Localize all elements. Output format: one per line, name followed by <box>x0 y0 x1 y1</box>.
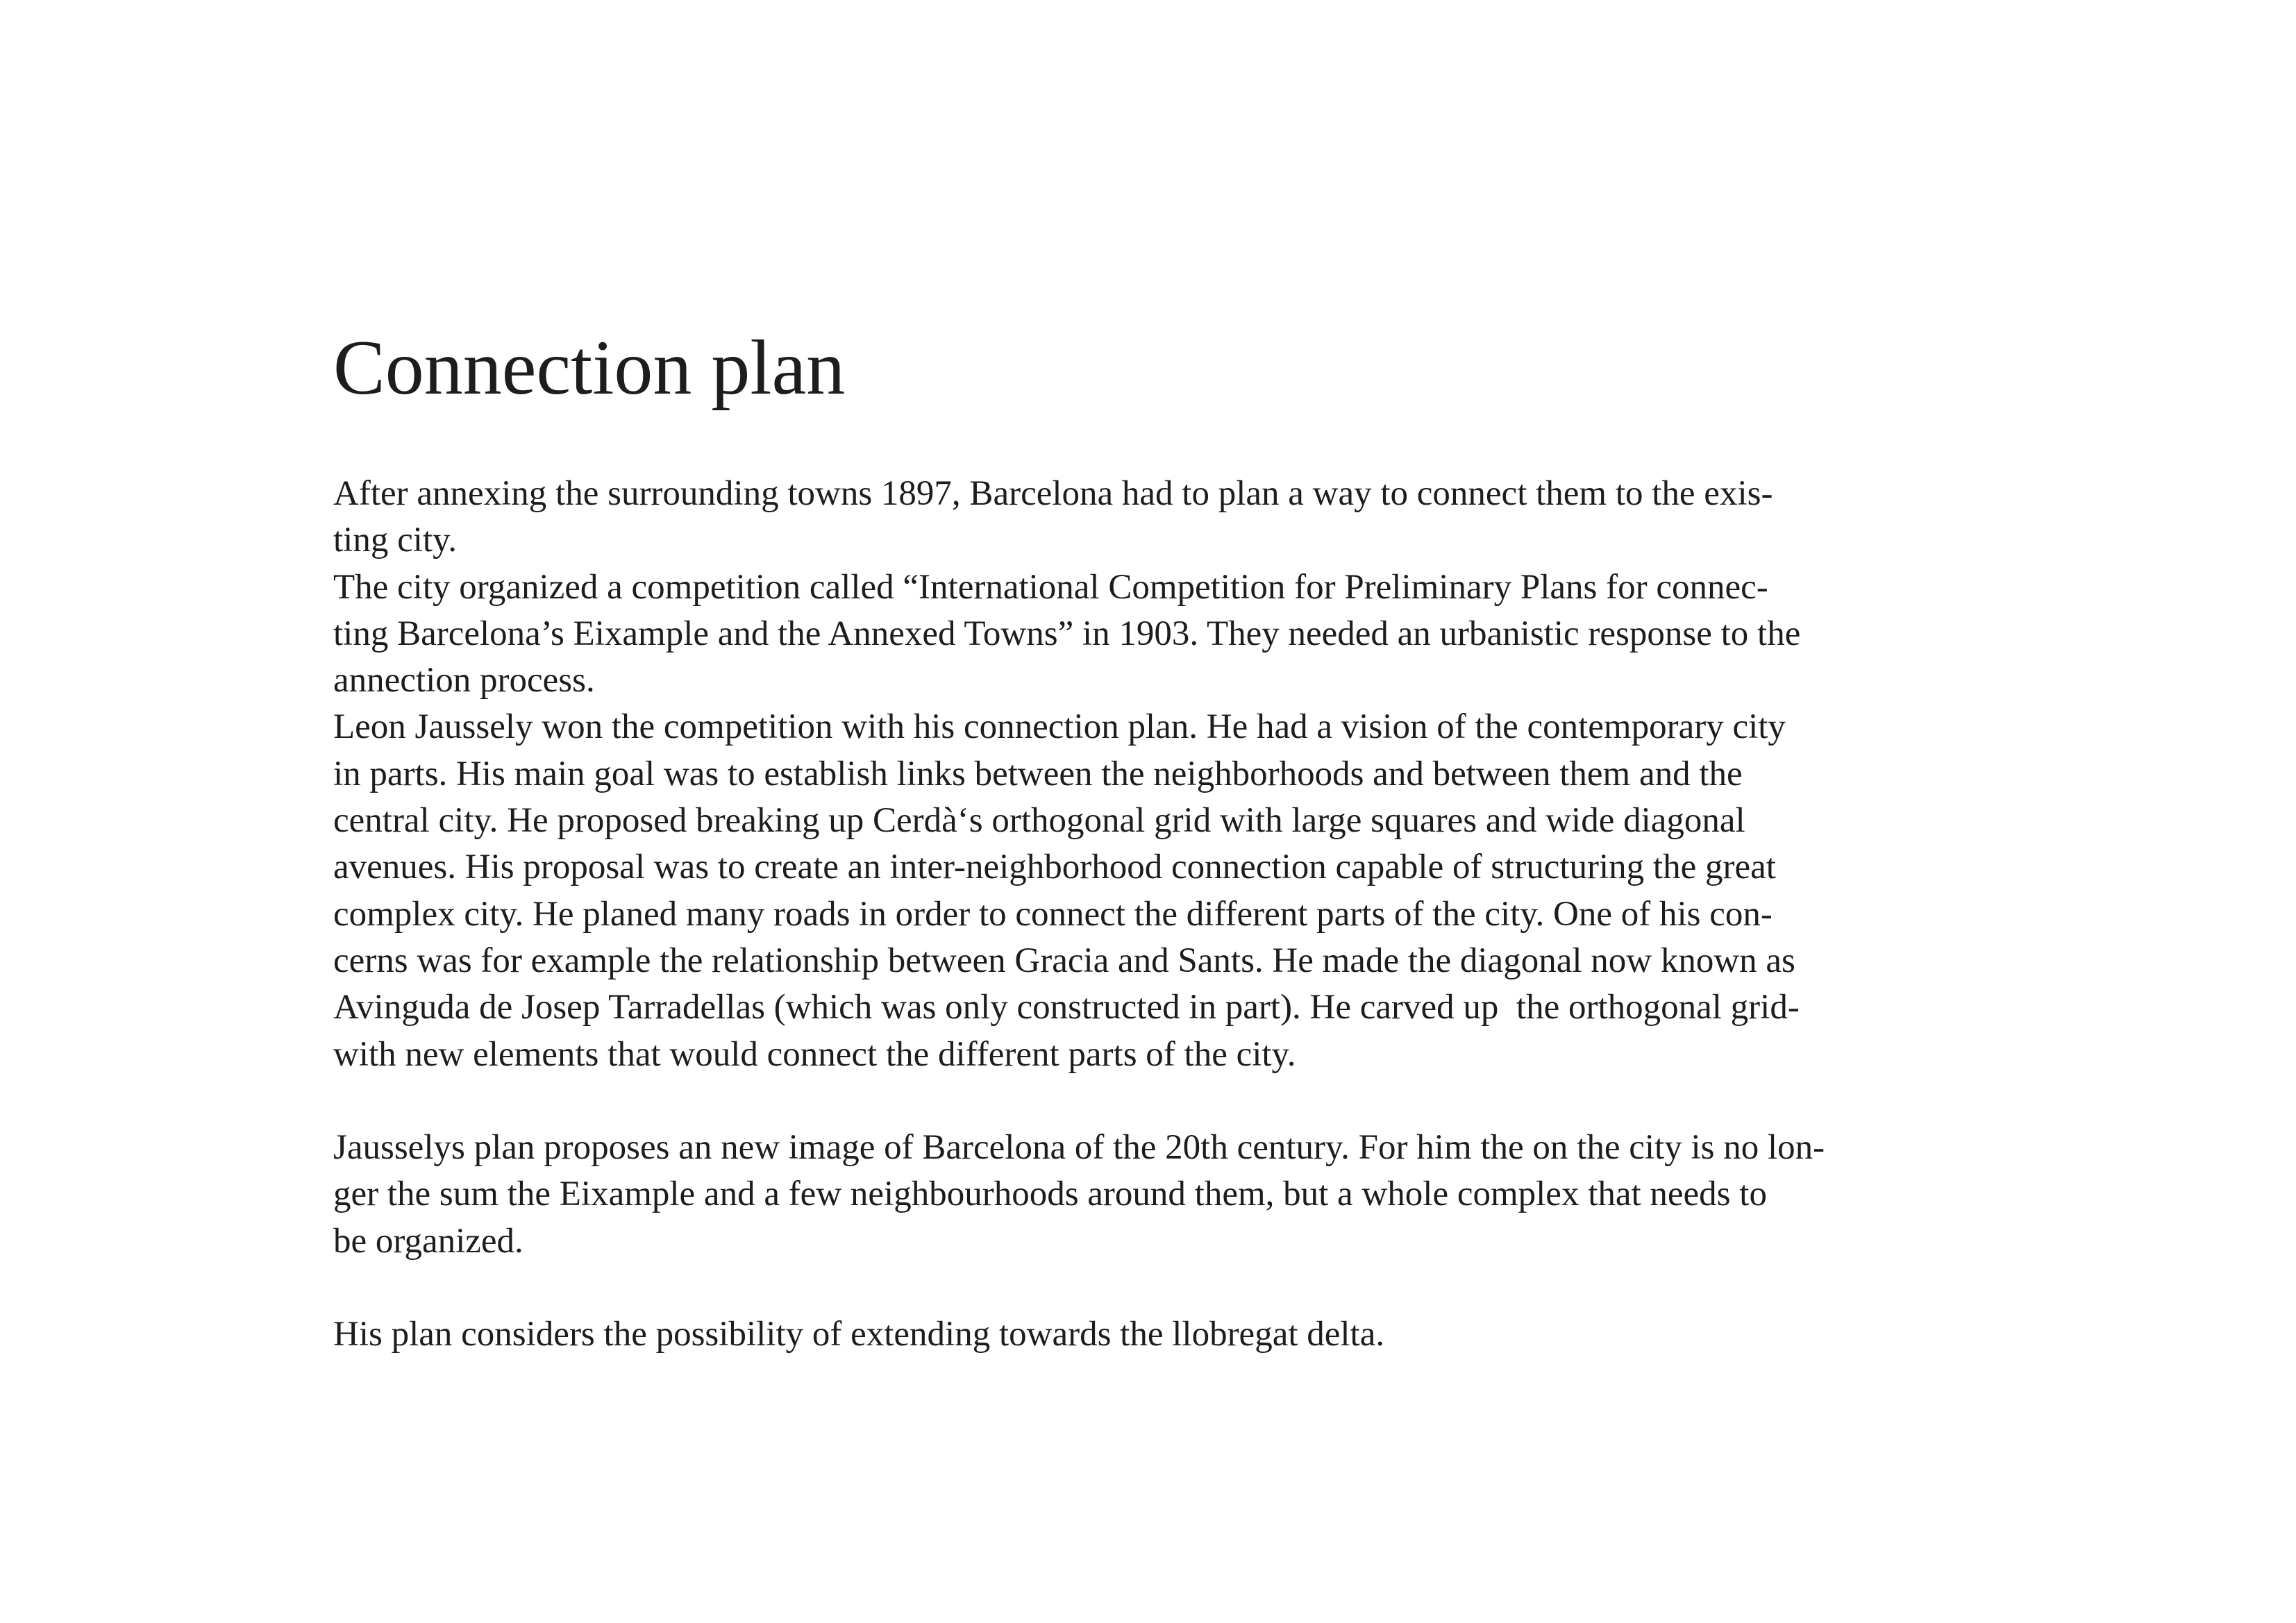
text-line: cerns was for example the relationship between Gracia and Sants. He made the diagonal now known as <box>333 941 1795 980</box>
text-line: central city. He proposed breaking up Cerdà‘s orthogonal grid with large squares and wide diagonal <box>333 801 1745 841</box>
text-line: avenues. His proposal was to create an inter-neighborhood connection capable of structuring the great <box>333 848 1776 887</box>
text-line: ting Barcelona’s Eixample and the Annexed Towns” in 1903. They needed an urbanistic response to the <box>333 614 1801 653</box>
paragraph-spacer <box>333 1078 1972 1125</box>
page-title: Connection plan <box>333 325 846 411</box>
text-line: ting city. <box>333 521 458 560</box>
body-text <box>333 471 1972 1359</box>
text-line: ger the sum the Eixample and a few neighbourhoods around them, but a whole complex that needs to <box>333 1175 1767 1214</box>
text-line: with new elements that would connect the different parts of the city. <box>333 1034 1296 1074</box>
text-line: The city organized a competition called “International Competition for Preliminary Plans for connec- <box>333 567 1768 607</box>
paragraph-2 <box>333 1125 1972 1265</box>
text-line: complex city. He planed many roads in order to connect the different parts of the city. One of his con- <box>333 894 1773 934</box>
text-line: After annexing the surrounding towns 1897, Barcelona had to plan a way to connect them to the exis- <box>333 474 1773 513</box>
text-line: annection process. <box>333 661 595 700</box>
text-line: His plan considers the possibility of extending towards the llobregat delta. <box>333 1315 1385 1354</box>
text-line: Avinguda de Josep Tarradellas (which was only constructed in part). He carved up the orthogonal grid- <box>333 988 1800 1027</box>
text-line: Leon Jaussely won the competition with his connection plan. He had a vision of the contemporary city <box>333 707 1786 747</box>
document-content <box>333 316 1972 1359</box>
text-line: Jausselys plan proposes an new image of Barcelona of the 20th century. For him the on the city is no lon- <box>333 1128 1825 1168</box>
text-line: be organized. <box>333 1221 523 1261</box>
text-line: in parts. His main goal was to establish links between the neighborhoods and between them and the <box>333 754 1743 793</box>
paragraph-3 <box>333 1311 1972 1358</box>
paragraph-spacer <box>333 1265 1972 1311</box>
paragraph-1 <box>333 471 1972 1078</box>
